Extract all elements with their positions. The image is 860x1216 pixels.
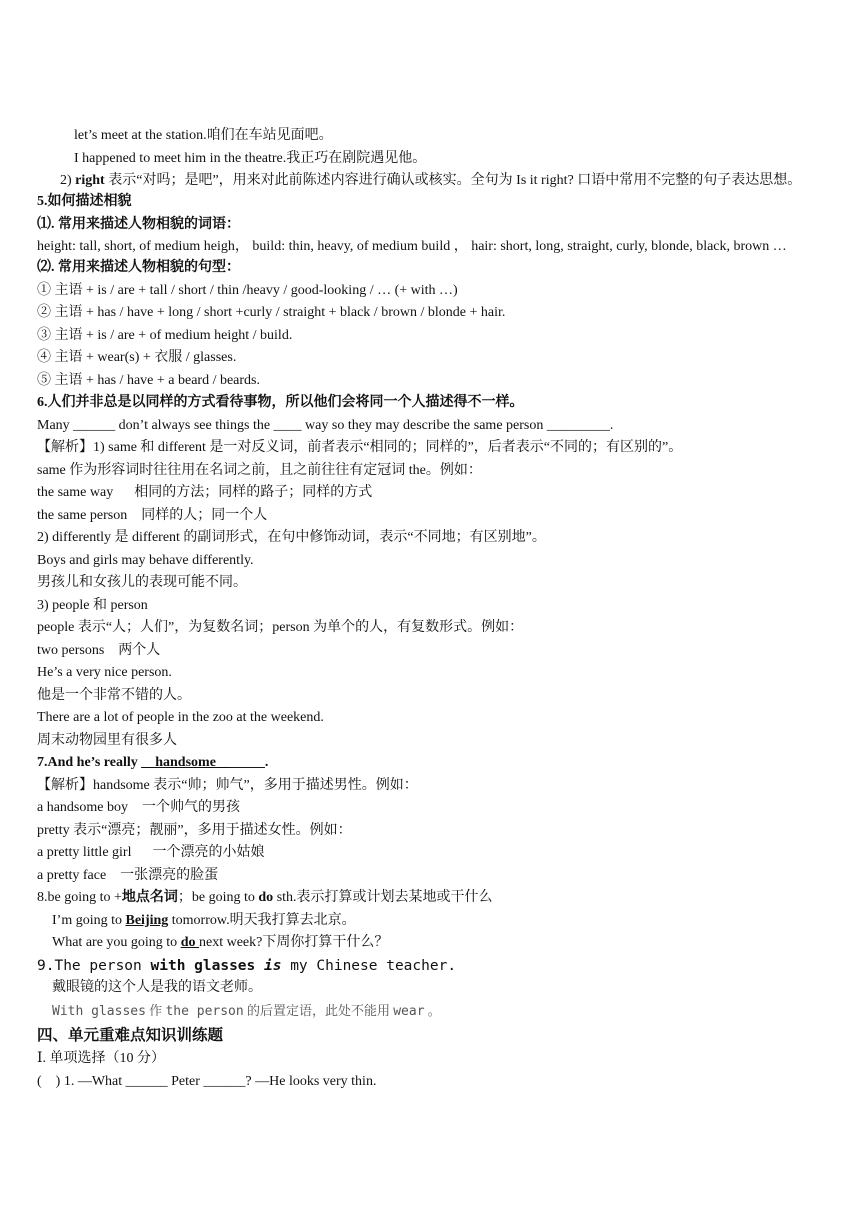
heading-8-part: 8.be going to + [37, 890, 122, 905]
translation-line: 周末动物园里有很多人 [37, 732, 177, 748]
example-line: a pretty little girl 一个漂亮的小姑娘 [37, 845, 265, 860]
note-part: 。 [424, 1002, 441, 1018]
note-term: With glasses [52, 1003, 146, 1019]
section-heading-7 [37, 752, 829, 775]
translation-line: 他是一个非常不错的人。 [37, 687, 191, 703]
exercise-question-1: ( ) 1. —What ______ Peter ______? —He looks very thin. [37, 1073, 377, 1089]
heading-9-part: my Chinese teacher. [281, 957, 457, 974]
example-part: I’m going to [52, 912, 126, 928]
explanation-line: pretty 表示“漂亮；靓丽”，多用于描述女性。例如： [37, 822, 352, 838]
heading-8-part: sth.表示打算或计划去某地或干什么 [273, 890, 493, 905]
heading-7-answer: __handsome__ [141, 755, 230, 770]
heading-8-part: ；be going to [177, 890, 259, 905]
keyword-right: right [75, 173, 105, 188]
section-heading-four: 四、单元重难点知识训练题 [37, 1026, 224, 1044]
analysis-line: 【解析】handsome 表示“帅；帅气”，多用于描述男性。例如： [37, 777, 418, 793]
example-keyword-do: do [180, 935, 199, 950]
section-heading-9 [37, 955, 829, 978]
grammar-note-line [37, 1000, 829, 1023]
section-heading-6: 6.人们并非总是以同样的方式看待事物，所以他们会将同一个人描述得不一样。 [37, 395, 524, 410]
example-sentence-meet-station: let’s meet at the station.咱们在车站见面吧。 [74, 128, 333, 143]
example-sentence-theatre: I happened to meet him in the theatre.我正巧在剧院遇见他。 [74, 150, 427, 166]
note-part: 作 [145, 1002, 166, 1018]
subheading-5-2: ⑵. 常用来描述人物相貌的句型： [37, 260, 240, 275]
pattern-item-4: ④ 主语 + wear(s) + 衣服 / glasses. [37, 350, 237, 365]
note-number: 2) [60, 173, 76, 188]
note-part: 的后置定语，此处不能用 [243, 1002, 394, 1018]
example-part: What are you going to [52, 935, 181, 950]
exercise-part-heading: Ⅰ. 单项选择（10 分） [37, 1051, 166, 1066]
example-part: tomorrow.明天我打算去北京。 [168, 912, 356, 928]
example-sentence-beijing [37, 910, 829, 933]
note-right-paragraph [37, 170, 829, 191]
pattern-item-3: ③ 主语 + is / are + of medium height / build. [37, 327, 293, 343]
heading-9-keyword: with glasses [150, 957, 264, 974]
example-line: Boys and girls may behave differently. [37, 552, 254, 568]
section-heading-5: 5.如何描述相貌 [37, 194, 132, 209]
translation-line: 戴眼镜的这个人是我的语文老师。 [52, 980, 262, 995]
document-page [37, 125, 829, 1093]
analysis-line: 【解析】1) same 和 different 是一对反义词，前者表示“相同的；同样的”，后者表示“不同的；有区别的”。 [37, 440, 683, 455]
heading-7-text: 7.And he’s really [37, 755, 142, 770]
example-part: next week?下周你打算干什么？ [198, 935, 389, 950]
note-term: the person [165, 1003, 244, 1019]
example-line: two persons 两个人 [37, 642, 161, 658]
subheading-5-1: ⑴. 常用来描述人物相貌的词语： [37, 216, 240, 232]
example-line: the same person 同样的人；同一个人 [37, 507, 268, 523]
heading-7-blank: _____. [229, 755, 269, 770]
pattern-item-2: ② 主语 + has / have + long / short +curly / straight + black / brown / blonde + hair. [37, 305, 506, 320]
note-term: wear [393, 1003, 425, 1019]
example-line: There are a lot of people in the zoo at the weekend. [37, 710, 324, 725]
fill-blank-sentence-6: Many ______ don’t always see things the ____ way so they may describe the same person _________. [37, 417, 614, 433]
explanation-line: people 表示“人；人们”，为复数名词；person 为单个的人，有复数形式。例如： [37, 620, 524, 635]
heading-8-keyword: do [258, 890, 274, 905]
explanation-line: 3) people 和 person [37, 597, 148, 613]
heading-9-verb: is [264, 957, 282, 974]
note-text: 表示“对吗；是吧”，用来对此前陈述内容进行确认或核实。全句为 Is it right? 口语中常用不完整的句子表达思想。 [104, 173, 802, 188]
example-line: a pretty face 一张漂亮的脸蛋 [37, 867, 219, 883]
example-line: a handsome boy 一个帅气的男孩 [37, 800, 240, 815]
example-keyword-beijing: Beijing [125, 912, 169, 928]
pattern-item-1: ① 主语 + is / are + tall / short / thin /heavy / good-looking / … (+ with …) [37, 282, 458, 298]
heading-9-part: 9.The person [37, 957, 151, 974]
explanation-line: 2) differently 是 different 的副词形式，在句中修饰动词，表示“不同地；有区别地”。 [37, 530, 546, 545]
heading-8-keyword: 地点名词 [121, 890, 178, 905]
explanation-line: same 作为形容词时往往用在名词之前，且之前往往有定冠词 the。例如： [37, 462, 482, 478]
appearance-words-paragraph: height: tall, short, of medium heigh， build: thin, heavy, of medium build ， hair: short, long, straight, curly, blonde, black, brown … [37, 239, 787, 254]
translation-line: 男孩儿和女孩儿的表现可能不同。 [37, 575, 247, 590]
pattern-item-5: ⑤ 主语 + has / have + a beard / beards. [37, 372, 261, 388]
example-sentence-next-week [37, 932, 829, 955]
section-heading-8 [37, 887, 829, 910]
example-line: the same way 相同的方法；同样的路子；同样的方式 [37, 485, 373, 500]
example-line: He’s a very nice person. [37, 665, 172, 680]
